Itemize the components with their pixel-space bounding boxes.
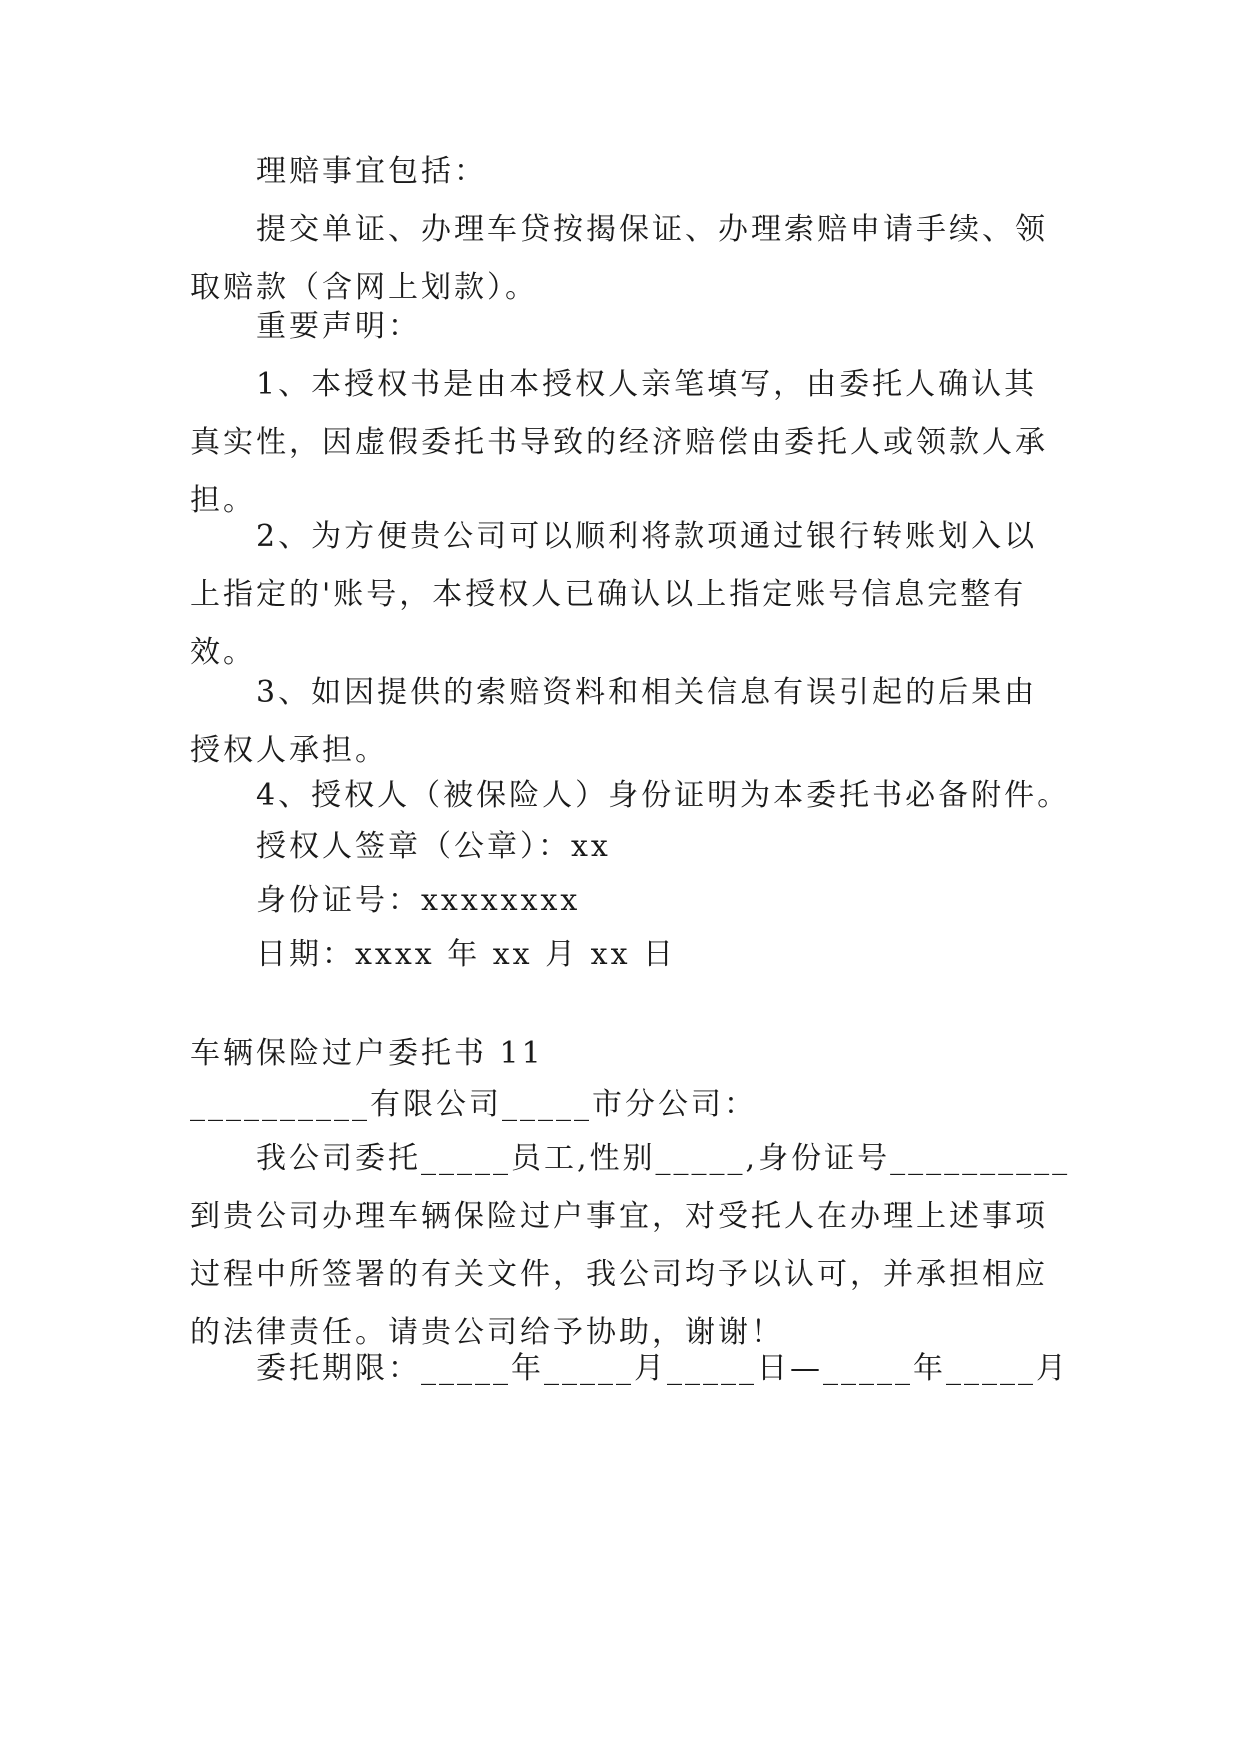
statement-p4-line: 4、授权人（被保险人）身份证明为本委托书必备附件。 [256, 778, 1071, 813]
statement-p4 [190, 767, 1090, 825]
claims-items-line: 提交单证、办理车贷按揭保证、办理索赔申请手续、领 [256, 212, 1048, 247]
signature-id: 身份证号：xxxxxxxx [256, 883, 581, 918]
statement-p2 [190, 508, 1050, 682]
claims-heading: 理赔事宜包括： [256, 154, 487, 189]
letter-body-line: 到贵公司办理车辆保险过户事宜，对受托人在办理上述事项 [190, 1199, 1048, 1234]
letter-addressee: __________有限公司_____市分公司： [190, 1087, 757, 1122]
signature-date: 日期：xxxx 年 xx 月 xx 日 [256, 937, 677, 972]
statement-p3 [190, 664, 1050, 780]
letter-body-line: 我公司委托_____员工,性别_____,身份证号__________ [256, 1141, 1071, 1176]
letter-period-line: 委托期限：_____年_____月_____日—_____年_____月 [256, 1351, 1069, 1386]
signature-seal: 授权人签章（公章）：xx [256, 829, 611, 864]
statement-p1-line: 担。 [190, 483, 256, 518]
letter-period [190, 1340, 1069, 1398]
claims-items-line: 取赔款（含网上划款）。 [190, 270, 538, 305]
statement-p2-line: 2、为方便贵公司可以顺利将款项通过银行转账划入以 [256, 519, 1038, 554]
statement-heading: 重要声明： [256, 309, 421, 344]
claims-section [190, 143, 1050, 317]
statement-p2-line: 上指定的'账号，本授权人已确认以上指定账号信息完整有 [190, 577, 1027, 612]
letter-body-line: 过程中所签署的有关文件，我公司均予以认可，并承担相应 [190, 1257, 1048, 1292]
statement-section [190, 298, 1050, 530]
statement-p3-line: 授权人承担。 [190, 733, 388, 768]
statement-p2-line: 效。 [190, 635, 256, 670]
statement-p1-line: 1、本授权书是由本授权人亲笔填写，由委托人确认其 [256, 367, 1038, 402]
letter-body [190, 1130, 1071, 1362]
letter-title: 车辆保险过户委托书 11 [190, 1036, 544, 1071]
statement-p3-line: 3、如因提供的索赔资料和相关信息有误引起的后果由 [256, 675, 1038, 710]
letter-body-line: 的法律责任。请贵公司给予协助，谢谢！ [190, 1315, 784, 1350]
signature-block [190, 820, 1050, 982]
statement-p1-line: 真实性，因虚假委托书导致的经济赔偿由委托人或领款人承 [190, 425, 1048, 460]
